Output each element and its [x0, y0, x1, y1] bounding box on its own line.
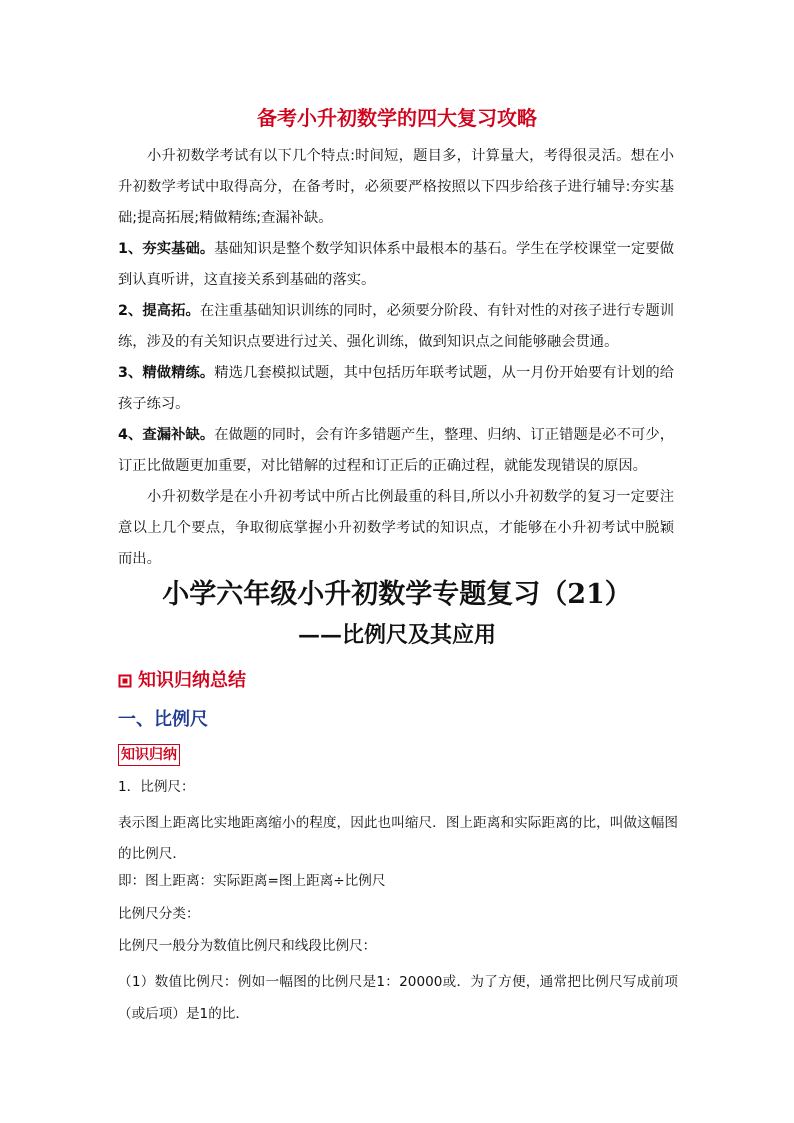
item-1: 1．比例尺： — [118, 779, 195, 795]
sub-heading: 一、比例尺 — [118, 709, 208, 730]
guide-point-4 — [118, 420, 674, 482]
section-heading-text: 知识归纳总结 — [138, 670, 246, 691]
point-label: 4、查漏补缺。 — [118, 427, 215, 443]
guide-conclusion: 小升初数学是在小升初考试中所占比例最重的科目,所以小升初数学的复习一定要注意以上几个要点，争取彻底掌握小升初数学考试的知识点，才能够在小升初考试中脱颖而出。 — [118, 489, 674, 567]
section-heading — [118, 667, 246, 695]
guide-point-3 — [118, 358, 674, 420]
guide-title: 备考小升初数学的四大复习攻略 — [257, 106, 537, 130]
guide-point-1 — [118, 234, 674, 296]
formula-text: 即：图上距离：实际距离=图上距离÷比例尺 — [118, 873, 386, 889]
point-text: 基础知识是整个数学知识体系中最根本的基石。学生在学校课堂一定要做到认真听讲，这直接关系到基础的落实。 — [118, 241, 675, 288]
point-text: 在做题的同时，会有许多错题产生，整理、归纳、订正错题是必不可少，订正比做题更加重要，对比错解的过程和订正后的正确过程，就能发现错误的原因。 — [118, 427, 675, 474]
point-text: 在注重基础知识训练的同时，必须要分阶段、有针对性的对孩子进行专题训练，涉及的有关知识点要进行过关、强化训练，做到知识点之间能够融会贯通。 — [118, 303, 674, 350]
point-label: 3、精做精练。 — [118, 365, 215, 381]
point-text: 精选几套模拟试题，其中包括历年联考试题，从一月份开始要有计划的给孩子练习。 — [118, 365, 675, 412]
review-subtitle: ——比例尺及其应用 — [297, 622, 496, 648]
definition-text: 表示图上距离比实地距离缩小的程度，因此也叫缩尺．图上距离和实际距离的比，叫做这幅图的比例尺． — [118, 815, 678, 862]
category-label: 比例尺分类： — [118, 906, 200, 922]
guide-intro: 小升初数学考试有以下几个特点:时间短，题目多，计算量大，考得很灵活。想在小升初数学考试中取得高分，在备考时，必须要严格按照以下四步给孩子进行辅导:夯实基础;提高拓展;精做精练;查漏补缺。 — [118, 148, 674, 226]
review-title: 小学六年级小升初数学专题复习（21） — [162, 579, 632, 610]
box-bullet-icon — [118, 674, 132, 688]
point-label: 2、提高拓。 — [118, 303, 200, 319]
example-text: （1）数值比例尺：例如一幅图的比例尺是1：20000或．为了方便，通常把比例尺写成前项（或后项）是1的比． — [118, 974, 678, 1022]
point-label: 1、夯实基础。 — [118, 241, 215, 257]
knowledge-tag: 知识归纳 — [118, 744, 180, 766]
category-text: 比例尺一般分为数值比例尺和线段比例尺： — [118, 938, 377, 954]
guide-point-2 — [118, 296, 674, 358]
